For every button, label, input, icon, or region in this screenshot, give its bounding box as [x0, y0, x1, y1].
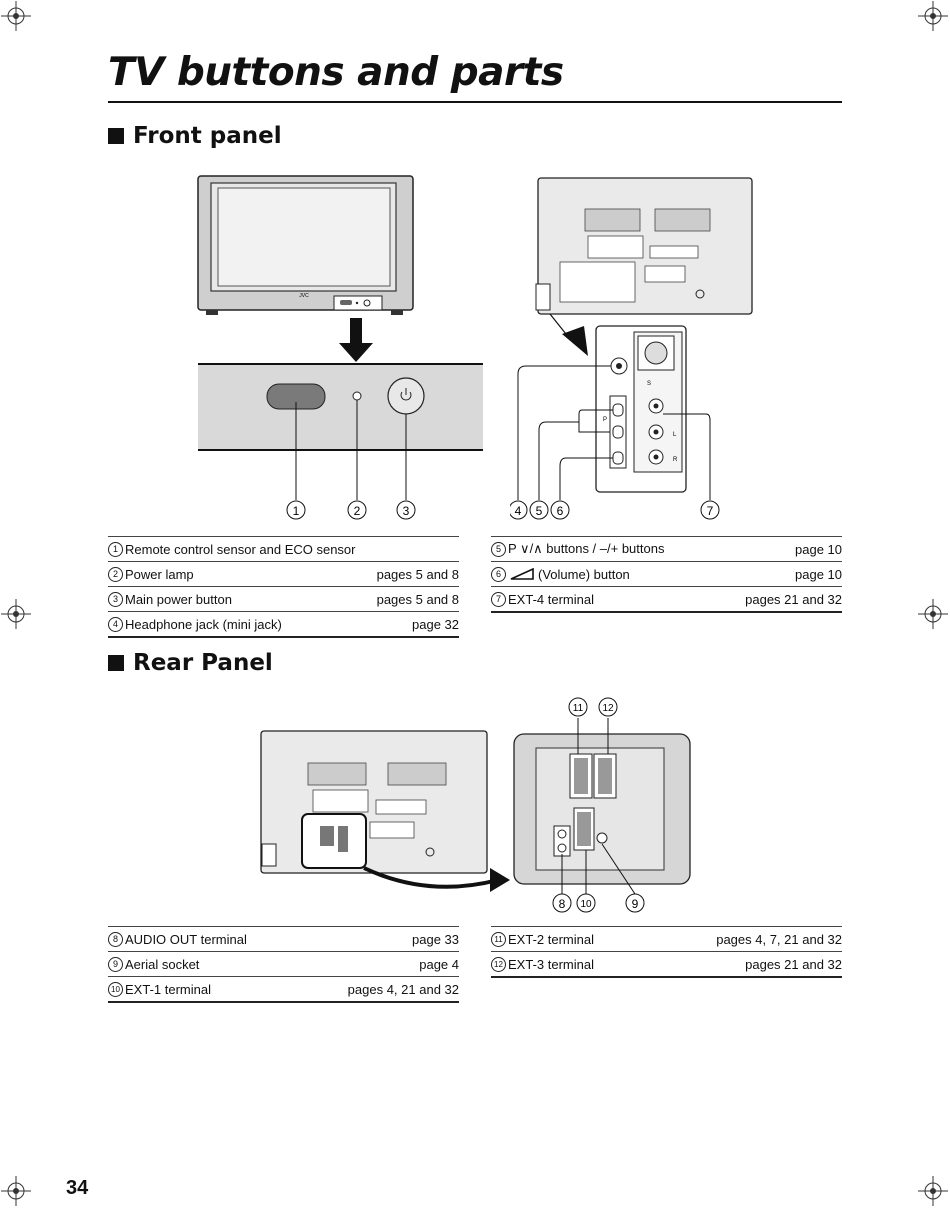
callout-2	[348, 501, 366, 519]
registration-mark-icon	[918, 1176, 948, 1206]
page-reference: page 10	[795, 566, 842, 582]
page-reference: pages 5 and 8	[376, 566, 459, 582]
front-panel-heading	[108, 123, 282, 149]
table-row	[108, 587, 459, 612]
part-label: Remote control sensor and ECO sensor	[125, 541, 356, 557]
rear-panel-heading-text: Rear Panel	[133, 650, 273, 676]
callout-1	[287, 501, 305, 519]
page-reference: pages 4, 21 and 32	[347, 981, 459, 997]
title-divider	[108, 101, 842, 103]
part-label: Headphone jack (mini jack)	[125, 616, 282, 632]
registration-mark-icon	[918, 1, 948, 31]
rear-panel-heading	[108, 650, 273, 676]
callout-11-badge: 11	[491, 932, 506, 947]
registration-mark-icon	[918, 599, 948, 629]
right-channel-label: R	[673, 457, 678, 463]
callout-9	[626, 894, 644, 912]
square-bullet-icon	[108, 655, 124, 671]
page-reference: page 10	[795, 541, 842, 557]
tv-front-illustration	[196, 174, 416, 319]
page-number: 34	[66, 1177, 89, 1199]
square-bullet-icon	[108, 128, 124, 144]
callout-12-number: 12	[602, 703, 614, 714]
callout-10-badge: 10	[108, 982, 123, 997]
part-label: Main power button	[125, 591, 232, 607]
callout-11	[569, 698, 587, 716]
front-parts-table-right	[491, 536, 842, 613]
callout-8	[553, 894, 571, 912]
table-row	[108, 612, 459, 638]
callout-3-badge: 3	[108, 592, 123, 607]
table-row	[108, 562, 459, 587]
table-row	[108, 536, 459, 562]
callout-7	[701, 501, 719, 519]
callout-12	[599, 698, 617, 716]
rear-parts-table-left	[108, 926, 459, 1003]
table-row	[108, 926, 459, 952]
callout-4-number: 4	[514, 504, 522, 518]
callout-2-badge: 2	[108, 567, 123, 582]
registration-mark-icon	[1, 1, 31, 31]
callout-8-badge: 8	[108, 932, 123, 947]
table-row	[491, 562, 842, 587]
callout-7-badge: 7	[491, 592, 506, 607]
part-label: EXT-1 terminal	[125, 981, 211, 997]
callout-7-number: 7	[706, 504, 714, 518]
part-label: P ∨/∧ buttons / –/+ buttons	[508, 541, 665, 556]
callout-3	[397, 501, 415, 519]
table-row	[108, 977, 459, 1003]
part-label: EXT-4 terminal	[508, 591, 594, 607]
callout-9-number: 9	[631, 897, 639, 911]
front-panel-heading-text: Front panel	[133, 123, 282, 149]
table-row	[491, 536, 842, 562]
part-label: (Volume) button	[538, 566, 630, 582]
volume-icon	[510, 568, 534, 580]
callout-5-badge: 5	[491, 542, 506, 557]
callout-6-number: 6	[556, 504, 564, 518]
callout-8-number: 8	[558, 897, 566, 911]
page-reference: pages 4, 7, 21 and 32	[716, 931, 842, 947]
page-reference: pages 5 and 8	[376, 591, 459, 607]
callout-6	[551, 501, 569, 519]
left-channel-label: L	[673, 432, 677, 438]
callout-11-number: 11	[572, 703, 584, 714]
registration-mark-icon	[1, 599, 31, 629]
page-title: TV buttons and parts	[108, 50, 564, 95]
rear-terminal-closeup	[512, 694, 694, 916]
callout-1-number: 1	[292, 504, 300, 518]
callout-10-number: 10	[580, 899, 592, 910]
front-parts-table-left	[108, 536, 459, 638]
page-reference: pages 21 and 32	[745, 956, 842, 972]
part-label: EXT-3 terminal	[508, 956, 594, 972]
tv-side-panel-illustration	[510, 174, 760, 524]
callout-4-badge: 4	[108, 617, 123, 632]
callout-9-badge: 9	[108, 957, 123, 972]
page-reference: pages 21 and 32	[745, 591, 842, 607]
table-row	[491, 952, 842, 978]
s-video-label: S	[647, 381, 652, 387]
callout-10	[577, 894, 595, 912]
p-label: P	[603, 417, 608, 423]
callout-6-badge: 6	[491, 567, 506, 582]
rear-parts-table-right	[491, 926, 842, 978]
callout-5	[530, 501, 548, 519]
table-row	[491, 926, 842, 952]
part-label: Power lamp	[125, 566, 194, 582]
page-reference: page 32	[412, 616, 459, 632]
registration-mark-icon	[1, 1176, 31, 1206]
brand-logo-text: JVC	[299, 293, 309, 299]
front-controls-closeup	[196, 362, 486, 532]
down-arrow-icon	[336, 318, 376, 364]
page-reference: page 33	[412, 931, 459, 947]
part-label: Aerial socket	[125, 956, 200, 972]
page-reference: page 4	[419, 956, 459, 972]
part-label: EXT-2 terminal	[508, 931, 594, 947]
table-row	[108, 952, 459, 977]
callout-3-number: 3	[402, 504, 410, 518]
table-row	[491, 587, 842, 613]
callout-5-number: 5	[535, 504, 543, 518]
callout-4	[510, 501, 527, 519]
callout-2-number: 2	[353, 504, 361, 518]
part-label: AUDIO OUT terminal	[125, 931, 247, 947]
tv-rear-illustration	[258, 728, 518, 908]
callout-12-badge: 12	[491, 957, 506, 972]
callout-1-badge: 1	[108, 542, 123, 557]
